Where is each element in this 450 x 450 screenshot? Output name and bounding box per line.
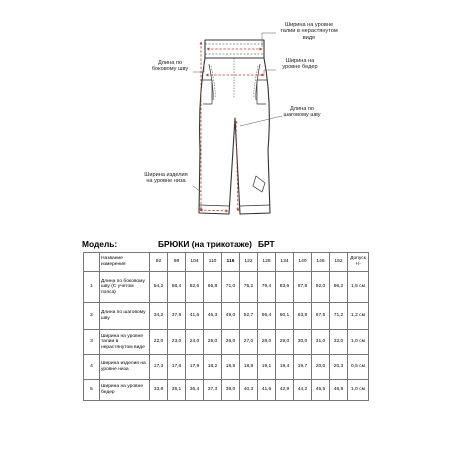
callout-bottom: Ширина изделия на уровне низа [144,172,188,185]
measurement-value: 63,8 [294,303,312,330]
tolerance-value: 1,0 см [348,380,369,401]
measurement-value: 18,8 [240,355,258,380]
size-header: 98 [168,253,186,272]
model-header [0,239,450,253]
size-header: 104 [186,253,204,272]
measurement-value: 62,6 [186,272,204,303]
measurement-value: 45,5 [312,380,330,401]
measurement-value: 23,0 [168,330,186,355]
measurement-value: 35,1 [168,380,186,401]
measurement-value: 52,7 [240,303,258,330]
measurement-value: 54,2 [150,272,168,303]
measurement-value: 24,0 [186,330,204,355]
row-number: 5 [84,380,100,401]
callout-inseam: Длина по шаговому шву [283,106,321,119]
measurement-value: 60,1 [276,303,294,330]
measurement-value: 31,0 [312,330,330,355]
measurement-value: 37,3 [204,380,222,401]
measurement-value: 87,8 [294,272,312,303]
measurement-value: 79,4 [258,272,276,303]
measurement-value: 27,0 [240,330,258,355]
row-number: 1 [84,272,100,303]
measurement-value: 96,2 [330,272,348,303]
size-header: 110 [204,253,222,272]
size-header: 152 [330,253,348,272]
tolerance-value: 1,2 см [348,303,369,330]
measurement-value: 19,4 [276,355,294,380]
name-header: Название измерения [100,253,150,272]
measurement-value: 71,2 [330,303,348,330]
measurement-value: 46,8 [330,380,348,401]
measurement-value: 71,0 [222,272,240,303]
measurement-value: 18,5 [222,355,240,380]
measurement-value: 20,0 [312,355,330,380]
tolerance-header: Допуск +/- [348,253,369,272]
measurement-value: 29,0 [276,330,294,355]
measurement-value: 33,8 [150,380,168,401]
measurement-name: Длина по шаговому шву [100,303,150,330]
callout-waist: Ширина на уровне талии в нерастянутом виде [280,22,338,41]
measurement-value: 44,2 [294,380,312,401]
measurement-value: 36,4 [186,380,204,401]
tolerance-value: 1,0 см [348,330,369,355]
row-number: 3 [84,330,100,355]
measurement-value: 42,9 [276,380,294,401]
row-number: 2 [84,303,100,330]
measurement-value: 41,6 [186,303,204,330]
size-header: 146 [312,253,330,272]
table-row [84,355,369,380]
size-table [83,252,369,401]
product-code: БРТ [258,239,275,249]
callout-hips: Ширина на уровне бедер [282,58,318,71]
measurement-value: 67,5 [312,303,330,330]
size-header: 116 [222,253,240,272]
measurement-value: 19,7 [294,355,312,380]
measurement-value: 32,0 [330,330,348,355]
measurement-name: Ширина на уровне талии в нерастянутом виде [100,330,150,355]
measurement-value: 75,2 [240,272,258,303]
measurement-value: 56,4 [258,303,276,330]
table-row [84,272,369,303]
size-header: 122 [240,253,258,272]
measurement-name: Ширина изделия на уровне низа [100,355,150,380]
measurement-value: 17,3 [150,355,168,380]
measurement-value: 34,2 [150,303,168,330]
measurement-value: 20,3 [330,355,348,380]
measurement-value: 83,6 [276,272,294,303]
measurement-value: 28,0 [258,330,276,355]
table-header-row [84,253,369,272]
measurement-value: 41,6 [258,380,276,401]
measurement-name: Ширина на уровне бедер [100,380,150,401]
callout-side-seam: Длина по боковому шву [151,60,189,73]
num-header [84,253,100,272]
size-header: 140 [294,253,312,272]
measurement-value: 92,0 [312,272,330,303]
tolerance-value: 0,5 см [348,355,369,380]
size-header: 134 [276,253,294,272]
measurement-value: 17,6 [168,355,186,380]
measurement-value: 39,0 [222,380,240,401]
measurement-value: 40,3 [240,380,258,401]
table-row [84,380,369,401]
row-number: 4 [84,355,100,380]
measurement-value: 26,0 [222,330,240,355]
measurement-value: 18,2 [204,355,222,380]
model-label: Модель: [82,239,118,249]
measurement-value: 45,3 [204,303,222,330]
measurement-value: 58,4 [168,272,186,303]
measurement-value: 25,0 [204,330,222,355]
measurement-value: 37,9 [168,303,186,330]
measurement-value: 19,1 [258,355,276,380]
measurement-value: 49,0 [222,303,240,330]
product-name: БРЮКИ (на трикотаже) [158,239,252,249]
table-row [84,303,369,330]
tolerance-value: 1,5 см [348,272,369,303]
measurement-value: 30,0 [294,330,312,355]
measurement-value: 17,9 [186,355,204,380]
measurement-value: 66,8 [204,272,222,303]
pants-outline [199,40,270,214]
measurement-name: Длина по боковому шву (С учетом пояса) [100,272,150,303]
table-row [84,330,369,355]
size-header: 128 [258,253,276,272]
size-header: 92 [150,253,168,272]
measurement-value: 22,0 [150,330,168,355]
